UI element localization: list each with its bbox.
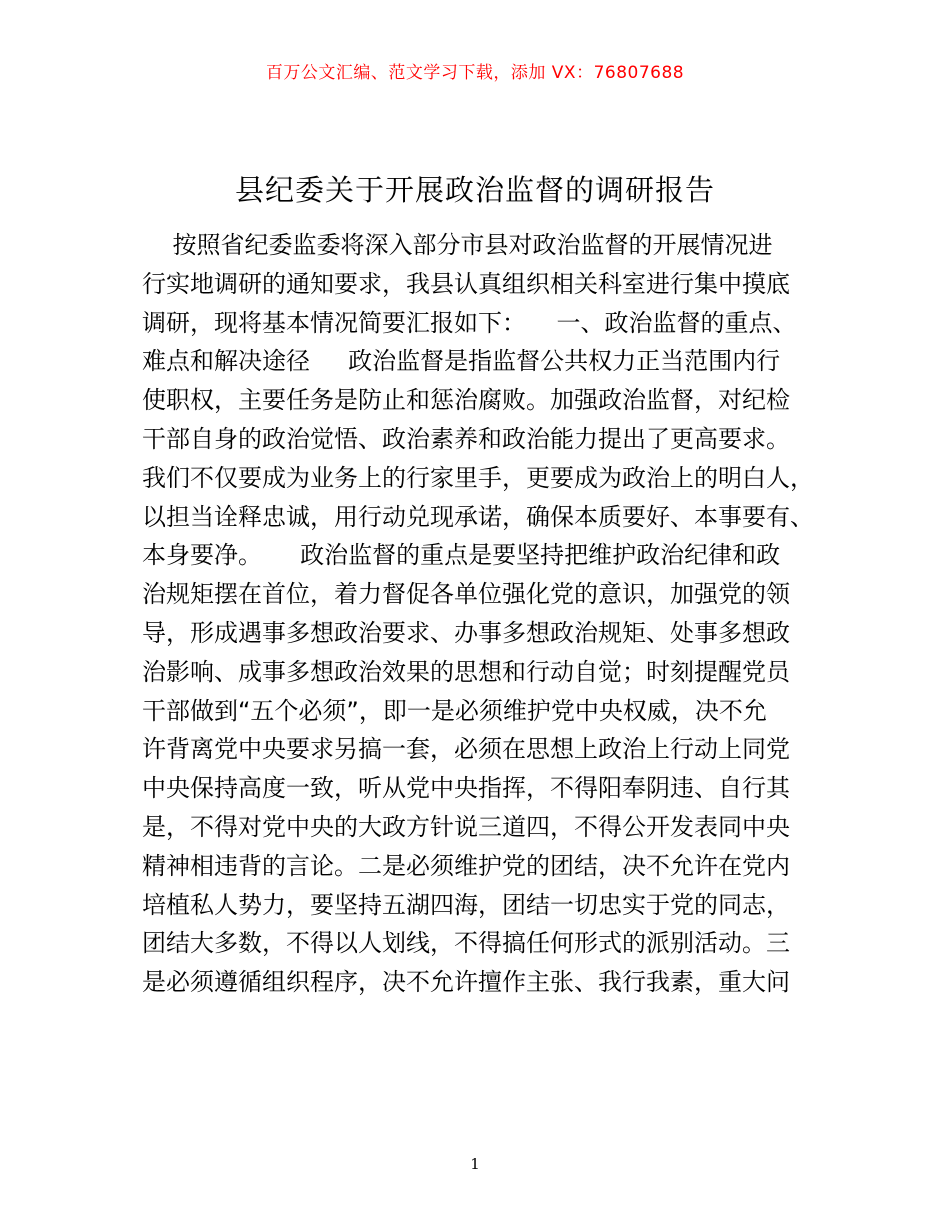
body-line: 按照省纪委监委将深入部分市县对政治监督的开展情况进 — [142, 231, 773, 259]
body-line: 治影响、成事多想政治效果的思想和行动自觉；时刻提醒党员 — [142, 657, 790, 686]
body-line: 使职权，主要任务是防止和惩治腐败。加强政治监督，对纪检 — [142, 386, 790, 415]
document-title: 县纪委关于开展政治监督的调研报告 — [234, 173, 715, 207]
body-line: 中央保持高度一致，听从党中央指挥，不得阳奉阴违、自行其 — [142, 774, 790, 803]
body-line: 行实地调研的通知要求，我县认真组织相关科室进行集中摸底 — [142, 269, 790, 298]
body-line: 许背离党中央要求另搞一套，必须在思想上政治上行动上同党 — [142, 735, 790, 764]
body-line: 我们不仅要成为业务上的行家里手，更要成为政治上的明白人， — [142, 463, 814, 492]
body-line: 难点和解决途径 政治监督是指监督公共权力正当范围内行 — [142, 347, 781, 376]
body-line: 治规矩摆在首位，着力督促各单位强化党的意识，加强党的领 — [142, 580, 790, 609]
body-line: 导，形成遇事多想政治要求、办事多想政治规矩、处事多想政 — [142, 618, 790, 647]
body-line: 干部自身的政治觉悟、政治素养和政治能力提出了更高要求。 — [142, 424, 790, 453]
body-line: 是必须遵循组织程序，决不允许擅作主张、我行我素，重大问 — [142, 968, 790, 997]
page-number: 1 — [470, 1155, 480, 1173]
body-line: 精神相违背的言论。二是必须维护党的团结，决不允许在党内 — [142, 851, 790, 880]
body-line: 调研，现将基本情况简要汇报如下： 一、政治监督的重点、 — [142, 308, 797, 337]
body-line: 本身要净。 政治监督的重点是要坚持把维护政治纪律和政 — [142, 541, 781, 570]
body-line: 干部做到“五个必须”，即一是必须维护党中央权威，决不允 — [142, 696, 767, 725]
body-line: 培植私人势力，要坚持五湖四海，团结一切忠实于党的同志， — [142, 890, 790, 919]
document-body — [142, 226, 832, 1002]
header-download-note: 百万公文汇编、范文学习下载，添加 VX：76807688 — [265, 63, 685, 83]
body-line: 团结大多数，不得以人划线，不得搞任何形式的派别活动。三 — [142, 929, 790, 958]
body-line: 以担当诠释忠诚，用行动兑现承诺，确保本质要好、本事要有、 — [142, 502, 814, 531]
body-line: 是，不得对党中央的大政方针说三道四，不得公开发表同中央 — [142, 812, 790, 841]
